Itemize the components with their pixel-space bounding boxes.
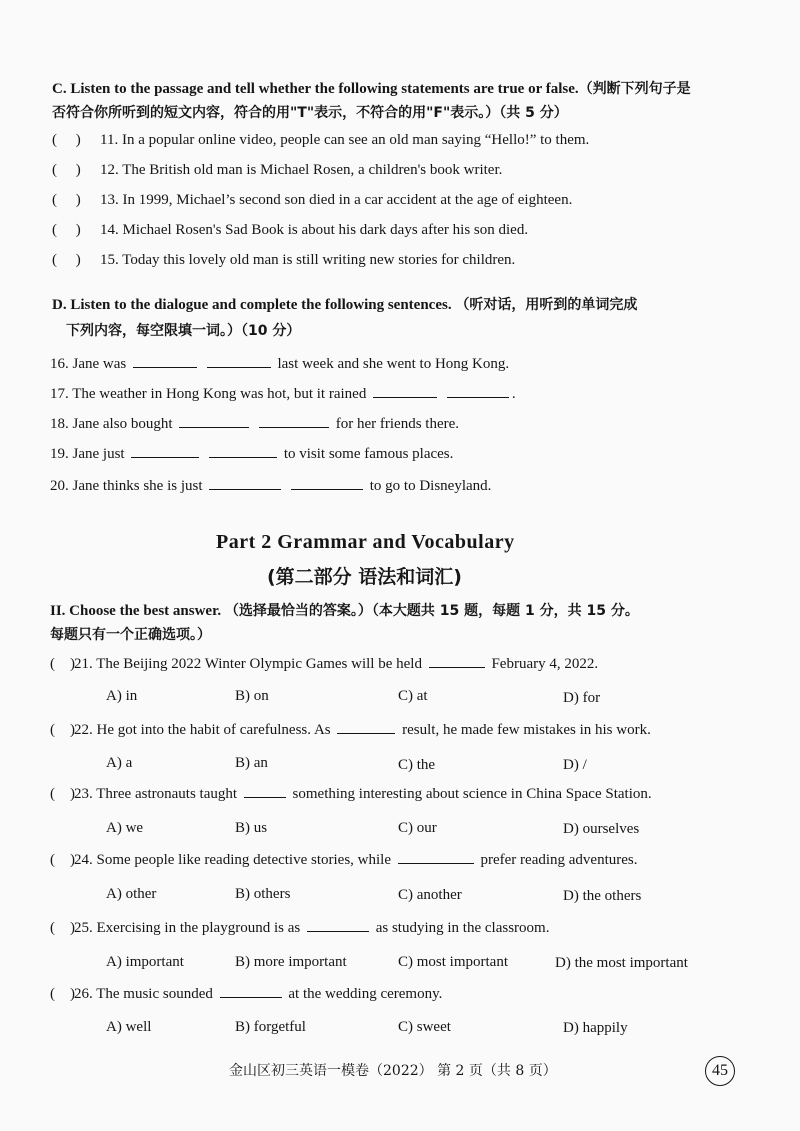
question-text: Exercising in the playground is as [96, 920, 301, 936]
answer-paren[interactable]: ( ) [52, 132, 81, 148]
question-17 [50, 386, 516, 403]
question-text: . [511, 386, 516, 402]
question-18 [50, 416, 459, 433]
question-text: for her friends there. [335, 416, 460, 432]
question-text: prefer reading adventures. [480, 852, 638, 868]
question-text: The music sounded [96, 986, 213, 1002]
question-text: as studying in the classroom. [375, 920, 550, 936]
question-11 [52, 132, 589, 149]
question-text: last week and she went to Hong Kong. [277, 356, 510, 372]
question-number: 14. [100, 222, 119, 238]
answer-paren[interactable]: ( ) [50, 920, 75, 936]
page-badge: 45 [705, 1056, 735, 1086]
blank-input[interactable] [447, 396, 509, 398]
part-2-title: Part 2 Grammar and Vocabulary [216, 531, 515, 553]
question-13 [52, 192, 572, 209]
question-text: Jane just [72, 446, 125, 462]
question-19 [50, 446, 453, 463]
section-c-title-cn: （判断下列句子是 [578, 81, 691, 97]
blank-input[interactable] [209, 456, 277, 458]
blank-input[interactable] [220, 996, 282, 998]
question-20 [50, 478, 491, 495]
option-a[interactable]: A) well [106, 1019, 152, 1035]
question-text: Three astronauts taught [96, 786, 238, 802]
question-text: Jane thinks she is just [72, 478, 203, 494]
question-text: Today this lovely old man is still writing new stories for children. [122, 252, 516, 268]
section-ii-title-en: II. Choose the best answer. [50, 603, 222, 619]
answer-paren[interactable]: ( ) [52, 252, 81, 268]
section-c-instructions: 否符合你所听到的短文内容，符合的用"T"表示，不符合的用"F"表示。）（共 5 分） [52, 105, 568, 121]
question-text: result, he made few mistakes in his work. [402, 722, 651, 738]
question-12 [52, 162, 502, 179]
question-number: 11. [100, 132, 119, 148]
question-number: 15. [100, 252, 119, 268]
page-footer: 金山区初三英语一模卷（2022） 第 2 页（共 8 页） [229, 1063, 557, 1079]
question-text: something interesting about science in China Space Station. [292, 786, 652, 802]
option-c[interactable]: C) sweet [398, 1019, 451, 1035]
option-a[interactable]: A) important [106, 954, 184, 970]
option-d[interactable]: D) the others [563, 888, 642, 904]
section-ii-instructions: 每题只有一个正确选项。） [50, 627, 211, 643]
question-22 [50, 722, 651, 739]
option-c[interactable]: C) our [398, 820, 437, 836]
question-number: 17. [50, 386, 69, 402]
option-a[interactable]: A) a [106, 755, 133, 771]
question-text: to go to Disneyland. [369, 478, 492, 494]
blank-input[interactable] [307, 930, 369, 932]
blank-input[interactable] [244, 796, 286, 798]
question-text: February 4, 2022. [491, 656, 599, 672]
option-d[interactable]: D) for [563, 690, 601, 706]
option-a[interactable]: A) in [106, 688, 138, 704]
question-number: 22. [74, 722, 93, 738]
part-2-subtitle: (第二部分 语法和词汇) [267, 566, 462, 588]
section-d-instructions: 下列内容，每空限填一词。）（10 分） [66, 323, 301, 339]
section-d-title [52, 294, 637, 314]
answer-paren[interactable]: ( ) [50, 722, 75, 738]
question-text: The Beijing 2022 Winter Olympic Games will be held [96, 656, 422, 672]
section-c-title [52, 78, 691, 98]
question-number: 20. [50, 478, 69, 494]
answer-paren[interactable]: ( ) [52, 222, 81, 238]
question-text: Some people like reading detective stories, while [96, 852, 391, 868]
question-text: to visit some famous places. [283, 446, 454, 462]
question-number: 19. [50, 446, 69, 462]
question-number: 24. [74, 852, 93, 868]
question-number: 23. [74, 786, 93, 802]
option-b[interactable]: B) on [235, 688, 269, 704]
option-d[interactable]: D) happily [563, 1020, 628, 1036]
question-text: The British old man is Michael Rosen, a children's book writer. [122, 162, 503, 178]
question-number: 16. [50, 356, 69, 372]
section-c-title-en: C. Listen to the passage and tell whether the following statements are true or false. [52, 81, 579, 97]
answer-paren[interactable]: ( ) [52, 162, 81, 178]
question-number: 21. [74, 656, 93, 672]
answer-paren[interactable]: ( ) [50, 656, 75, 672]
question-15 [52, 252, 515, 269]
question-21 [50, 656, 598, 673]
answer-paren[interactable]: ( ) [50, 852, 75, 868]
question-number: 25. [74, 920, 93, 936]
option-b[interactable]: B) more important [235, 954, 347, 970]
question-number: 18. [50, 416, 69, 432]
question-text: In 1999, Michael’s second son died in a car accident at the age of eighteen. [122, 192, 573, 208]
question-text: In a popular online video, people can see an old man saying “Hello!” to them. [121, 132, 590, 148]
question-text: at the wedding ceremony. [288, 986, 443, 1002]
question-number: 26. [74, 986, 93, 1002]
question-16 [50, 356, 509, 373]
option-b[interactable]: B) an [235, 755, 268, 771]
option-c[interactable]: C) the [398, 757, 436, 773]
answer-paren[interactable]: ( ) [50, 986, 75, 1002]
answer-paren[interactable]: ( ) [50, 786, 75, 802]
blank-input[interactable] [133, 366, 197, 368]
question-25 [50, 920, 549, 937]
question-number: 13. [100, 192, 119, 208]
blank-input[interactable] [291, 488, 363, 490]
question-23 [50, 786, 652, 803]
blank-input[interactable] [209, 488, 281, 490]
section-d-title-en: D. Listen to the dialogue and complete the following sentences. [52, 297, 452, 313]
answer-paren[interactable]: ( ) [52, 192, 81, 208]
blank-input[interactable] [429, 666, 485, 668]
question-text: The weather in Hong Kong was hot, but it rained [72, 386, 367, 402]
option-c[interactable]: C) at [398, 688, 428, 704]
question-14 [52, 222, 528, 239]
blank-input[interactable] [373, 396, 437, 398]
option-a[interactable]: A) we [106, 820, 144, 836]
section-ii-title-cn: （选择最恰当的答案。）（本大题共 15 题，每题 1 分，共 15 分。 [224, 603, 639, 619]
option-d[interactable]: D) / [563, 757, 587, 773]
question-text: He got into the habit of carefulness. As [96, 722, 331, 738]
blank-input[interactable] [398, 862, 474, 864]
option-b[interactable]: B) us [235, 820, 268, 836]
option-d[interactable]: D) ourselves [563, 821, 640, 837]
option-c[interactable]: C) another [398, 887, 462, 903]
blank-input[interactable] [131, 456, 199, 458]
question-text: Jane was [72, 356, 127, 372]
question-number: 12. [100, 162, 119, 178]
option-d[interactable]: D) the most important [555, 955, 688, 971]
blank-input[interactable] [179, 426, 249, 428]
blank-input[interactable] [207, 366, 271, 368]
question-text: Michael Rosen's Sad Book is about his dark days after his son died. [122, 222, 529, 238]
option-c[interactable]: C) most important [398, 954, 508, 970]
section-d-title-cn: （听对话，用听到的单词完成 [455, 297, 638, 313]
question-26 [50, 986, 442, 1003]
option-b[interactable]: B) forgetful [235, 1019, 306, 1035]
option-a[interactable]: A) other [106, 886, 157, 902]
section-ii-title [50, 600, 639, 620]
blank-input[interactable] [337, 732, 395, 734]
question-text: Jane also bought [72, 416, 173, 432]
option-b[interactable]: B) others [235, 886, 291, 902]
question-24 [50, 852, 638, 869]
blank-input[interactable] [259, 426, 329, 428]
